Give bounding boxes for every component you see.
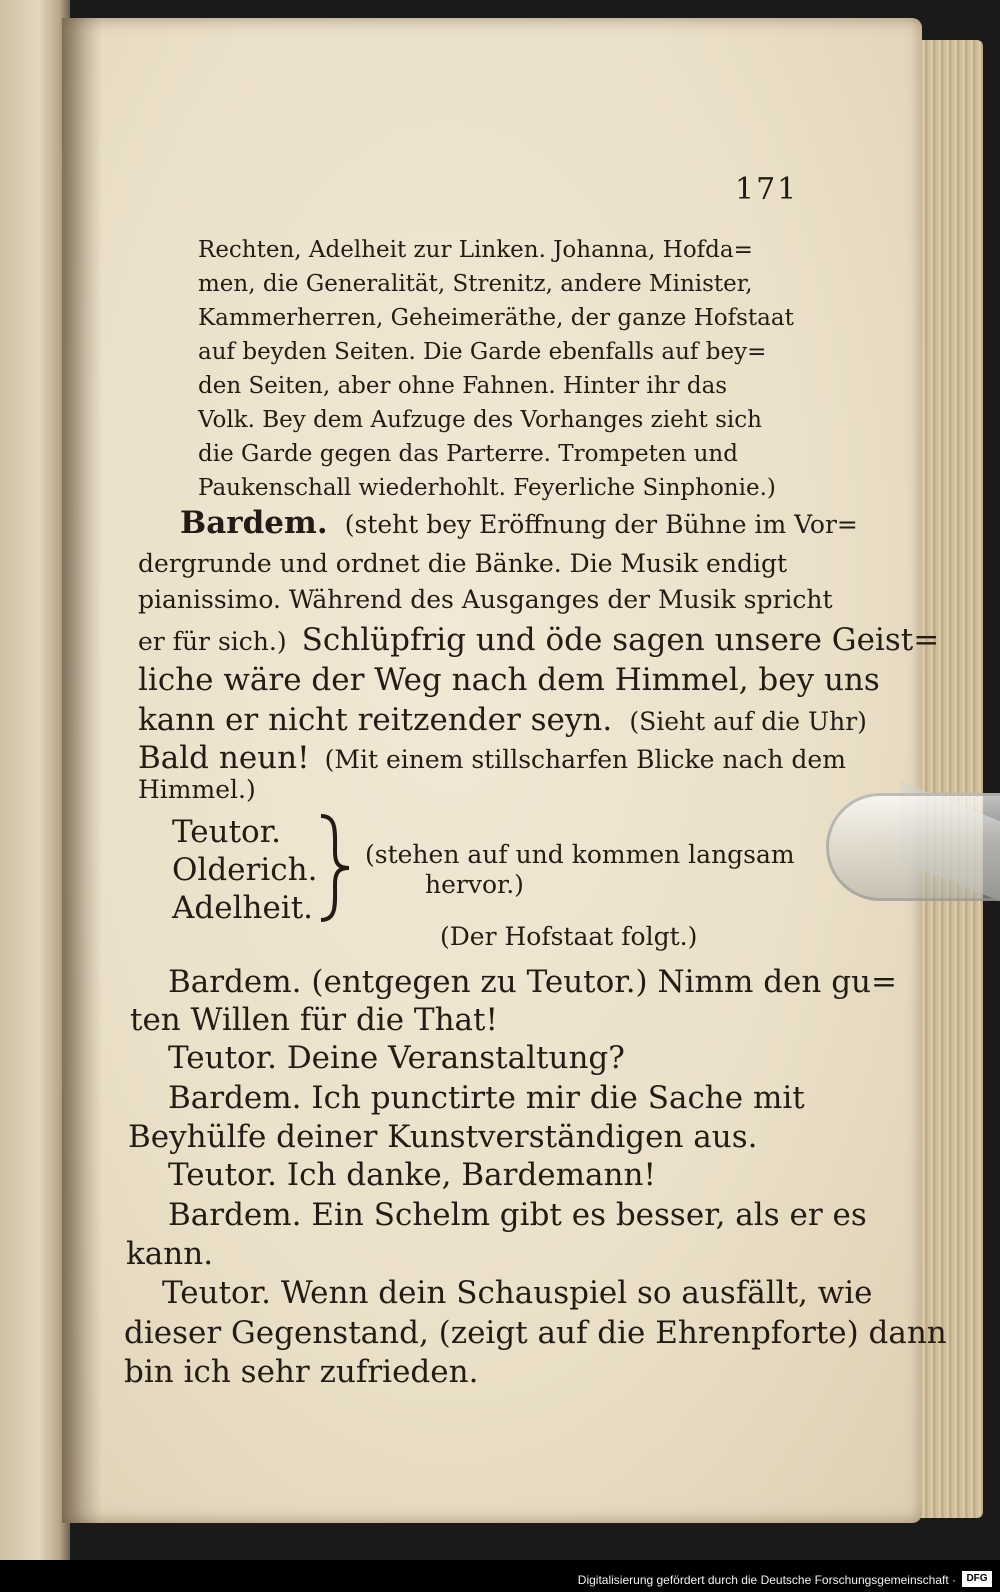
footer-credit: Digitalisierung gefördert durch die Deutsche Forschungsgemeinschaft · <box>577 1573 956 1587</box>
text-line-8: Paukenschall wiederhohlt. Feyerliche Sinphonie.) <box>198 475 776 501</box>
bardem-line-6 <box>138 700 867 741</box>
dialogue-line-9: Teutor. Wenn dein Schauspiel so ausfällt, wie <box>162 1275 873 1311</box>
gutter-shadow <box>62 18 102 1523</box>
bardem-line-3: pianissimo. Während des Ausganges der Musik spricht <box>138 585 833 614</box>
text-line-6: Volk. Bey dem Aufzuge des Vorhanges zieht sich <box>198 407 762 433</box>
dialogue-line-8: kann. <box>126 1236 214 1272</box>
hofstaat-follows: (Der Hofstaat folgt.) <box>440 922 698 951</box>
stage-direction: (steht bey Eröffnung der Bühne im Vor= <box>344 510 858 539</box>
group-stage-1: (stehen auf und kommen langsam <box>365 840 795 869</box>
text-line-4: auf beyden Seiten. Die Garde ebenfalls auf bey= <box>198 339 767 365</box>
text-line-2: men, die Generalität, Strenitz, andere Minister, <box>198 271 753 297</box>
page-number: 171 <box>735 172 799 207</box>
dfg-logo: DFG <box>962 1571 992 1587</box>
bardem-line-5: liche wäre der Weg nach dem Himmel, bey uns <box>138 662 880 698</box>
dialogue-line-6: Teutor. Ich danke, Bardemann! <box>168 1157 656 1193</box>
text-line-1: Rechten, Adelheit zur Linken. Johanna, Hofda= <box>198 237 753 263</box>
dialogue-line-2: ten Willen für die That! <box>130 1002 498 1038</box>
stage-direction: er für sich.) <box>138 627 287 656</box>
dialogue-line-7: Bardem. Ein Schelm gibt es besser, als er es <box>168 1197 867 1233</box>
dialogue-line-3: Teutor. Deine Veranstaltung? <box>168 1040 625 1076</box>
text-line-3: Kammerherren, Geheimeräthe, der ganze Hofstaat <box>198 305 794 331</box>
dialogue-line-11: bin ich sehr zufrieden. <box>124 1354 479 1390</box>
bardem-line-7 <box>138 738 846 779</box>
group-name-2: Olderich. <box>172 852 318 888</box>
stage-direction: (Sieht auf die Uhr) <box>629 707 867 736</box>
dialogue-line-5: Beyhülfe deiner Kunstverständigen aus. <box>128 1119 758 1155</box>
text-line-7: die Garde gegen das Parterre. Trompeten und <box>198 441 738 467</box>
spoken-text: Schlüpfrig und öde sagen unsere Geist= <box>301 622 940 658</box>
spoken-text: Bald neun! <box>138 740 310 776</box>
left-page-edge <box>0 0 70 1560</box>
text-line-5: den Seiten, aber ohne Fahnen. Hinter ihr das <box>198 373 728 399</box>
group-stage-2: hervor.) <box>425 870 524 899</box>
group-name-3: Adelheit. <box>172 890 314 926</box>
spoken-text: kann er nicht reitzender seyn. <box>138 702 613 738</box>
dialogue-line-1: Bardem. (entgegen zu Teutor.) Nimm den gu= <box>168 964 897 1000</box>
dialogue-line-4: Bardem. Ich punctirte mir die Sache mit <box>168 1080 805 1116</box>
curly-brace-icon <box>315 812 355 924</box>
bardem-line-4 <box>138 620 939 661</box>
bardem-line-8: Himmel.) <box>138 775 256 804</box>
speaker-name: Bardem. <box>180 505 328 541</box>
bardem-speech-1 <box>180 505 858 541</box>
dialogue-line-10: dieser Gegenstand, (zeigt auf die Ehrenpforte) dann <box>124 1315 947 1351</box>
group-name-1: Teutor. <box>172 814 281 850</box>
bardem-line-2: dergrunde und ordnet die Bänke. Die Musik endigt <box>138 549 787 578</box>
glass-page-weight <box>826 793 1000 901</box>
stage-direction: (Mit einem stillscharfen Blicke nach dem <box>324 745 846 774</box>
